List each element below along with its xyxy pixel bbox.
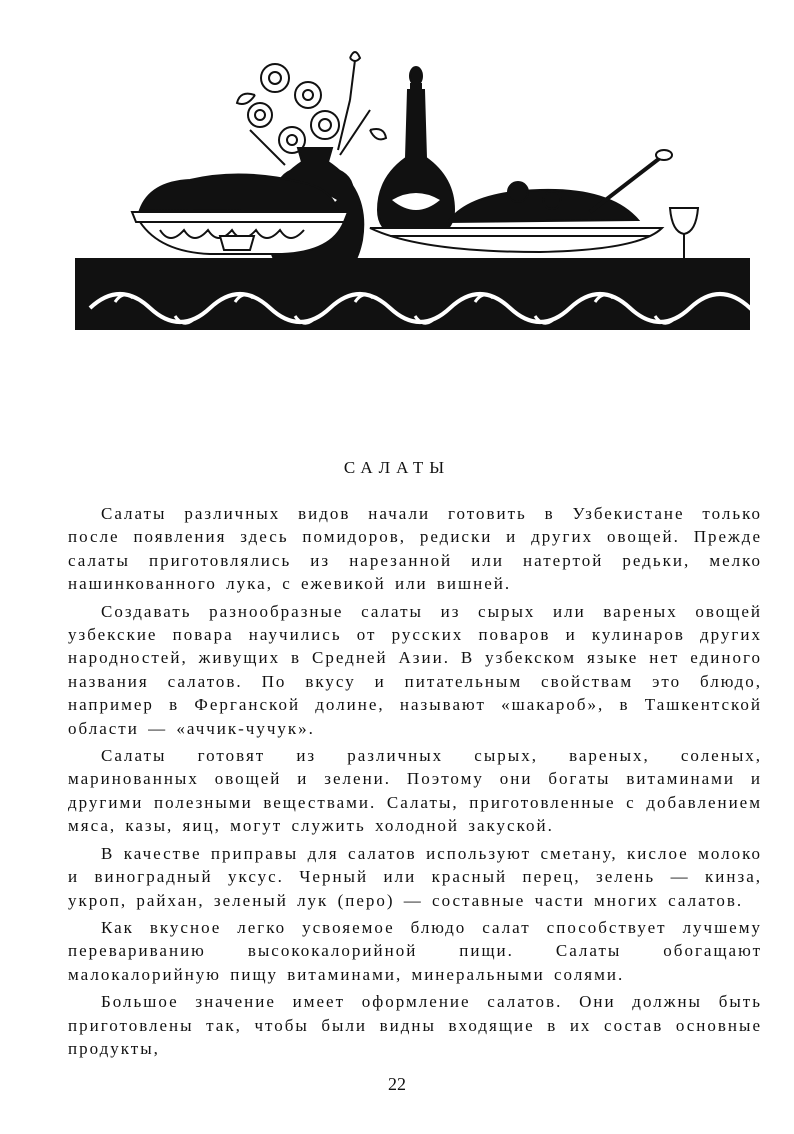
table-top xyxy=(75,258,750,280)
salad-bowl-left xyxy=(132,174,348,254)
paragraph: Салаты различных видов начали готовить в Узбекистане только после появления здесь помидоров, редиски и других овощей. Прежде салаты приготовлялись из нарезанной или натертой редьки, мелко нашинкованного лука, с ежевикой или вишней. xyxy=(68,504,762,594)
paragraph: Как вкусное легко усвояемое блюдо салат способствует лучшему перевариванию высококалорийной пищи. Салаты обогащают малокалорийную пищу витаминами, минеральными солями. xyxy=(68,917,762,984)
page-number: 22 xyxy=(388,1074,406,1094)
salad-table-illustration xyxy=(70,40,760,340)
paragraph: В качестве приправы для салатов используют сметану, кислое молоко и виноградный уксус. Черный или красный перец, зелень — кинза, укроп, райхан, зеленый лук (перо) — составные части многих салатов. xyxy=(68,843,762,910)
body-text xyxy=(68,502,762,1064)
paragraph: Большое значение имеет оформление салатов. Они должны быть приготовлены так, чтобы были видны входящие в их состав основные продукты, xyxy=(68,992,762,1058)
wine-glass xyxy=(670,208,698,260)
paragraph: Создавать разнообразные салаты из сырых или вареных овощей узбекские повара научились от русских поваров и кулинаров других народностей, живущих в Средней Азии. В узбекском языке нет единого названия салатов. По вкусу и питательным свойствам это блюдо, например в Ферганской долине, называют «шакароб», в Ташкентской области — «аччик-чучук». xyxy=(68,601,762,738)
decanter xyxy=(378,67,454,240)
section-title: САЛАТЫ xyxy=(343,458,451,477)
ornament-band xyxy=(75,280,760,330)
paragraph: Салаты готовят из различных сырых, вареных, соленых, маринованных овощей и зелени. Поэтому они богаты витаминами и другими полезными веществами. Салаты, приготовленные с добавлением мяса, казы, яиц, могут служить холодной закуской. xyxy=(68,746,762,836)
